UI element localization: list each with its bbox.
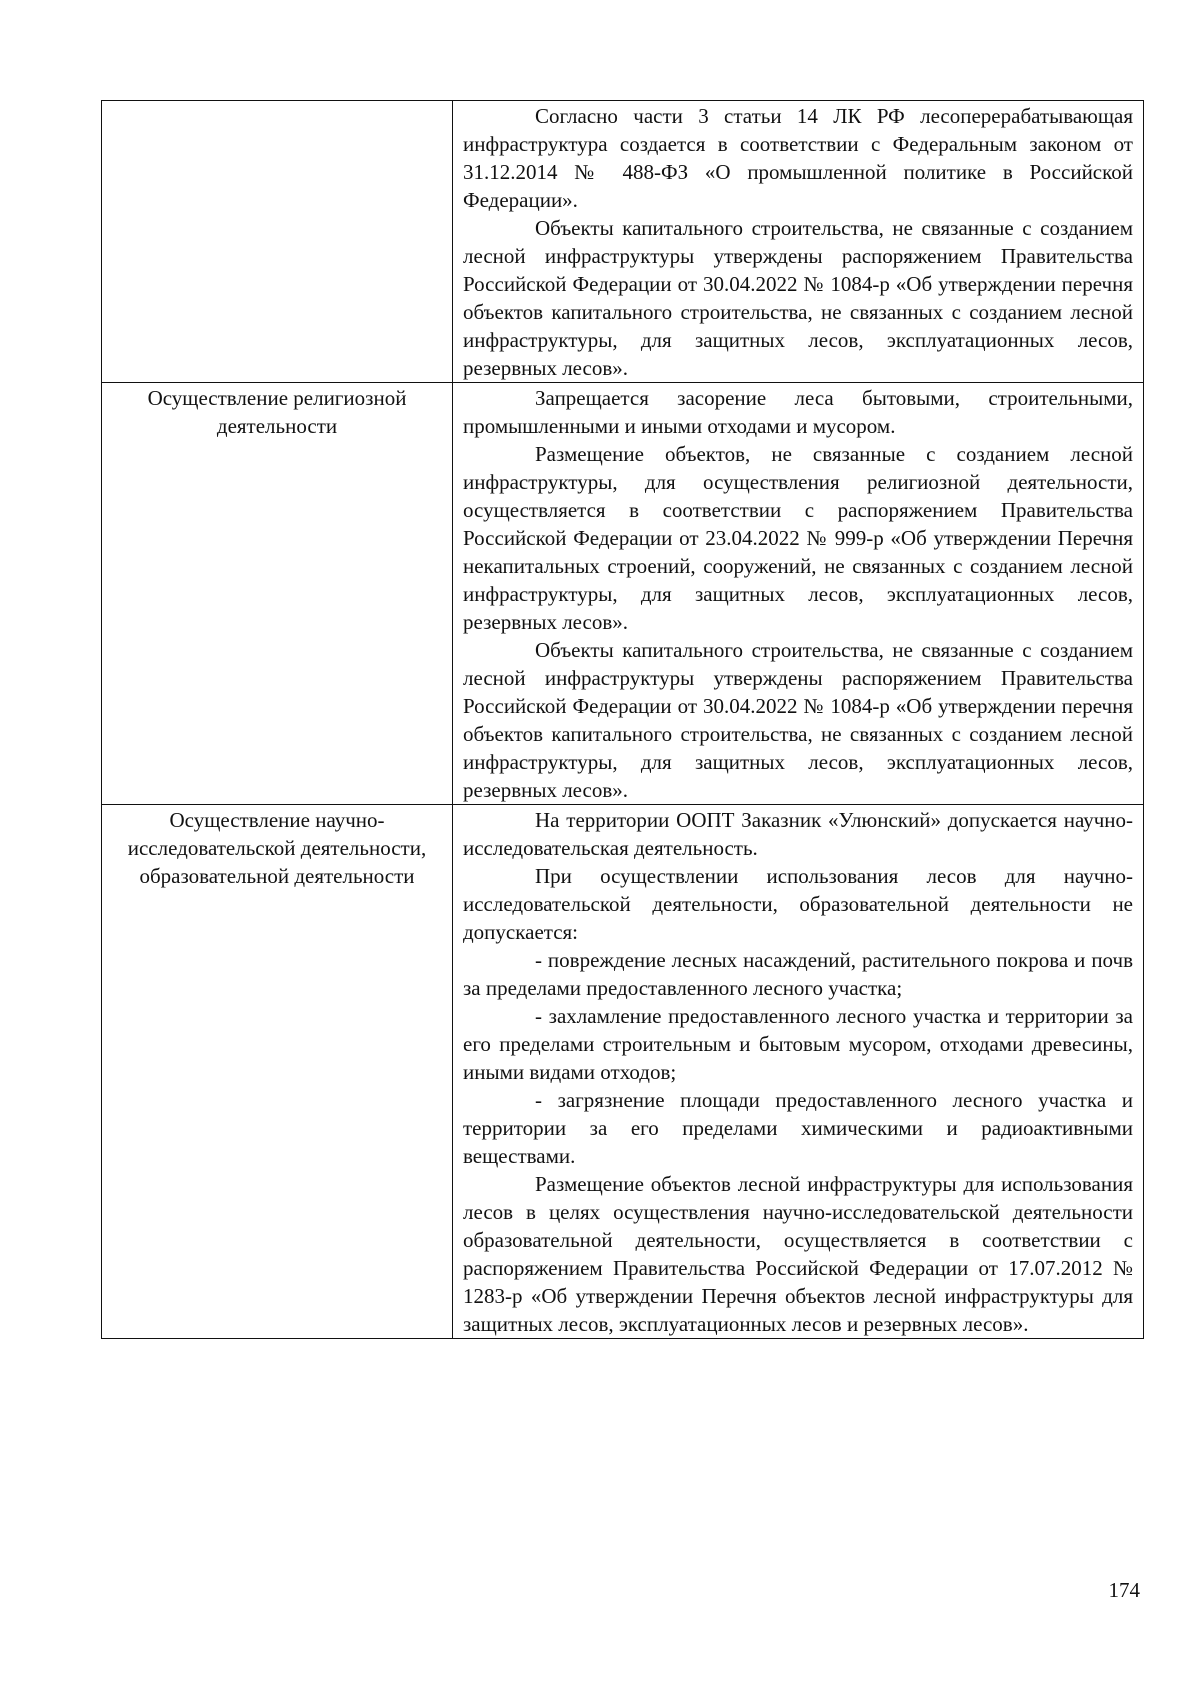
requirement-paragraph: Размещение объектов, не связанные с созданием лесной инфраструктуры, для осуществления религиозной деятельности, осуществляется в соответствии с распоряжением Правительства Российской Федерации от 23.04.2022 № 999-р «Об утверждении Перечня некапитальных строений, сооружений, не связанных с созданием лесной инфраструктуры, для защитных лесов, эксплуатационных лесов, резервных лесов». (463, 442, 1133, 634)
requirement-paragraph: Запрещается засорение леса бытовыми, строительными, промышленными и иными отходами и мусором. (463, 386, 1133, 438)
requirement-paragraph: Размещение объектов лесной инфраструктуры для использования лесов в целях осуществления научно-исследовательской деятельности образовательной деятельности, осуществляется в соответствии с распоряжением Правительства Российской Федерации от 17.07.2012 № 1283-р «Об утверждении Перечня объектов лесной инфраструктуры для защитных лесов, эксплуатационных лесов и резервных лесов». (463, 1172, 1133, 1336)
requirement-paragraph: - загрязнение площади предоставленного лесного участка и территории за его пределами химическими и радиоактивными веществами. (463, 1088, 1133, 1168)
activity-type-cell: Осуществление научно-исследовательской деятельности, образовательной деятельности (102, 805, 453, 1339)
activity-type-cell (102, 101, 453, 383)
activity-type-cell: Осуществление религиозной деятельности (102, 383, 453, 805)
requirements-cell (453, 805, 1144, 1339)
requirement-paragraph: При осуществлении использования лесов для научно-исследовательской деятельности, образовательной деятельности не допускается: (463, 864, 1133, 944)
requirement-paragraph: На территории ООПТ Заказник «Улюнский» допускается научно-исследовательская деятельность. (463, 808, 1133, 860)
regulations-table (101, 100, 1144, 1339)
requirement-paragraph: Согласно части 3 статьи 14 ЛК РФ лесоперерабатывающая инфраструктура создается в соответствии с Федеральным законом от 31.12.2014 № 488-ФЗ «О промышленной политике в Российской Федерации». (463, 104, 1133, 212)
requirement-paragraph: - захламление предоставленного лесного участка и территории за его пределами строительным и бытовым мусором, отходами древесины, иными видами отходов; (463, 1004, 1133, 1084)
requirements-cell (453, 101, 1144, 383)
requirement-paragraph: Объекты капитального строительства, не связанные с созданием лесной инфраструктуры утверждены распоряжением Правительства Российской Федерации от 30.04.2022 № 1084-р «Об утверждении перечня объектов капитального строительства, не связанных с созданием лесной инфраструктуры, для защитных лесов, эксплуатационных лесов, резервных лесов». (463, 216, 1133, 380)
requirements-cell (453, 383, 1144, 805)
page-number: 174 (1108, 1578, 1140, 1602)
requirement-paragraph: Объекты капитального строительства, не связанные с созданием лесной инфраструктуры утверждены распоряжением Правительства Российской Федерации от 30.04.2022 № 1084-р «Об утверждении перечня объектов капитального строительства, не связанных с созданием лесной инфраструктуры, для защитных лесов, эксплуатационных лесов, резервных лесов». (463, 638, 1133, 802)
table-row-research-education (102, 805, 1144, 1339)
table-row-religious-activity (102, 383, 1144, 805)
requirement-paragraph: - повреждение лесных насаждений, растительного покрова и почв за пределами предоставленного лесного участка; (463, 948, 1133, 1000)
table-row-industrial-infrastructure (102, 101, 1144, 383)
